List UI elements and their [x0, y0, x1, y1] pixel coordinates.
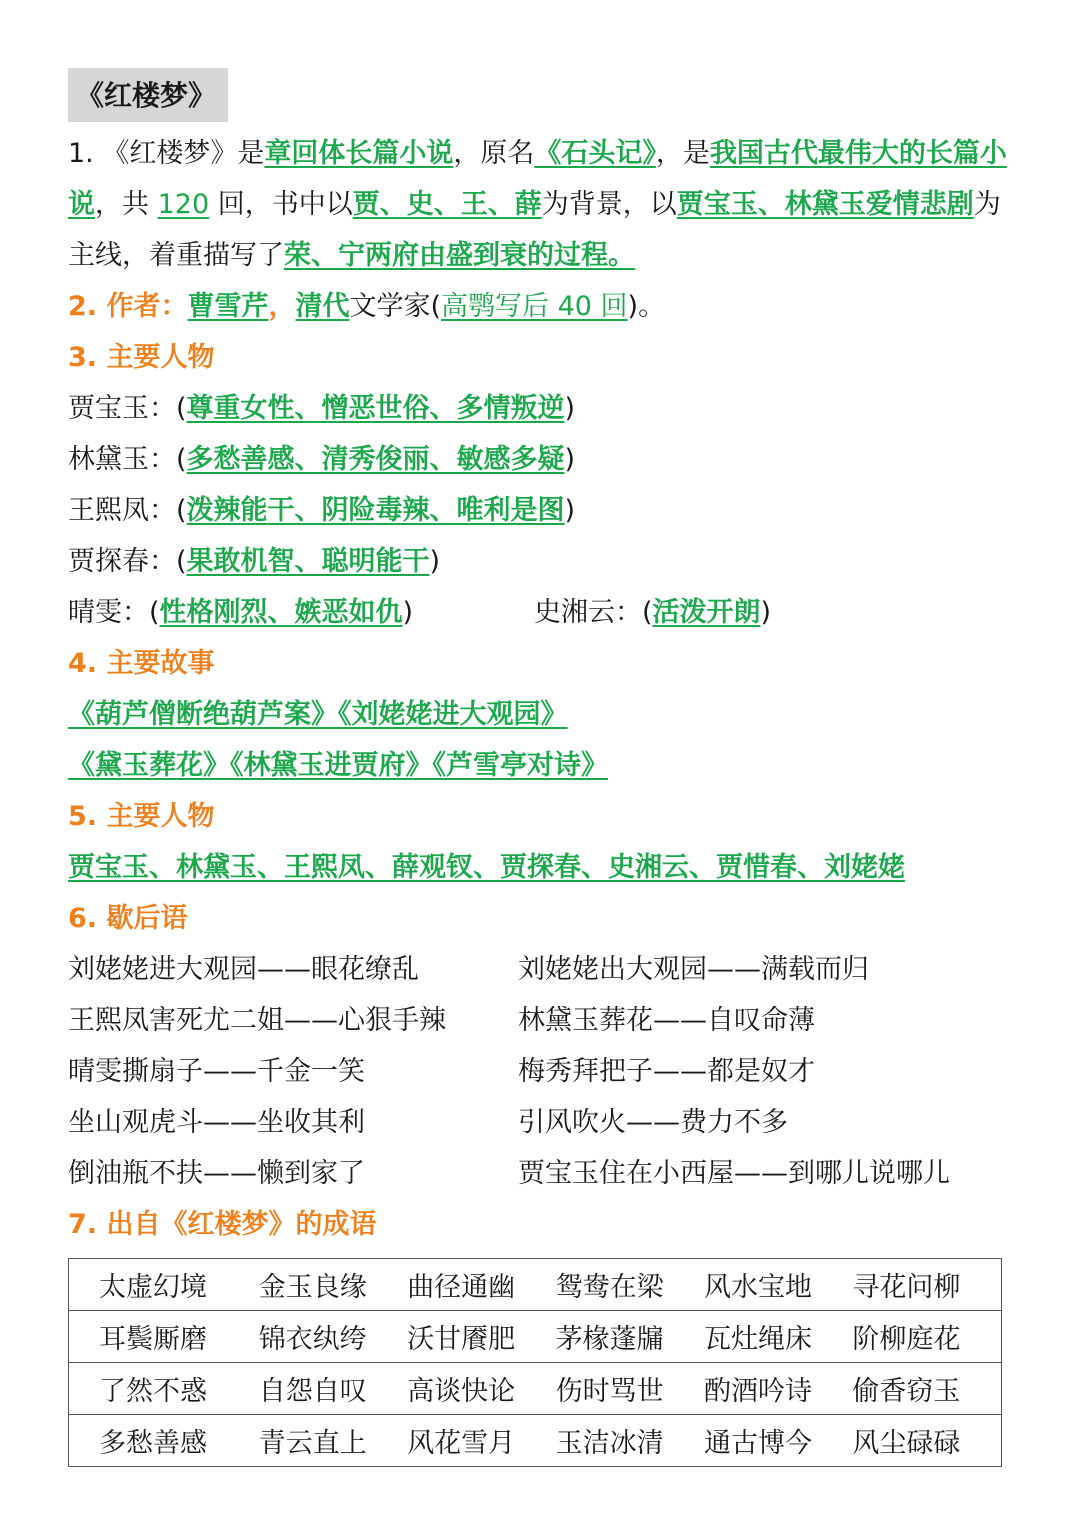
intro-text: ，共: [95, 189, 158, 220]
xiehouyu-item: 贾宝玉住在小西屋——到哪儿说哪儿: [518, 1158, 950, 1189]
paren: ): [429, 546, 441, 577]
idioms-table: [68, 1258, 1002, 1467]
intro-highlight: 章回体长篇小说: [264, 138, 454, 169]
stories-line: 《黛玉葬花》《林黛玉进贾府》《芦雪亭对诗》: [68, 750, 608, 781]
section-heading-stories: 4. 主要故事: [68, 648, 215, 679]
idiom-cell: 锦衣纨绔: [259, 1311, 407, 1363]
author-separator: ，: [268, 291, 296, 322]
intro-highlight: 120: [157, 189, 210, 220]
intro-text: 1. 《红楼梦》是: [68, 138, 265, 169]
intro-text: 为主线，着重描写了: [68, 189, 1001, 271]
character-traits: 果敢机智、聪明能干: [186, 546, 430, 577]
idiom-cell: 自怨自叹: [259, 1363, 407, 1415]
people-list: 贾宝玉、林黛玉、王熙凤、薛观钗、贾探春、史湘云、贾惜春、刘姥姥: [68, 852, 905, 883]
xiehouyu-item: 刘姥姥出大观园——满载而归: [518, 954, 869, 985]
paren: ): [564, 393, 576, 424]
character-traits: 性格刚烈、嫉恶如仇: [159, 597, 403, 628]
intro-highlight: 我国古代最伟大的长篇小说: [68, 138, 1007, 220]
character-name: 史湘云：(: [534, 597, 653, 628]
character-name: 贾宝玉：(: [68, 393, 187, 424]
table-row: [69, 1311, 1002, 1363]
character-traits: 多愁善感、清秀俊丽、敏感多疑: [186, 444, 565, 475]
author-name: 曹雪芹: [187, 291, 269, 322]
character-shixiangyun: [534, 597, 771, 628]
intro-highlight: 贾宝玉、林黛玉爱情悲剧: [676, 189, 974, 220]
character-line: [68, 485, 1008, 536]
idiom-cell: 高谈快论: [407, 1363, 555, 1415]
idiom-cell: 茅椽蓬牖: [556, 1311, 704, 1363]
xiehouyu-item: 刘姥姥进大观园——眼花缭乱: [68, 954, 419, 985]
page-title: 《红楼梦》: [68, 68, 228, 122]
paren: ): [402, 597, 414, 628]
idiom-cell: 曲径通幽: [407, 1259, 555, 1311]
xiehouyu-item: 王熙凤害死尤二姐——心狠手辣: [68, 1005, 446, 1036]
section-heading-characters: 3. 主要人物: [68, 342, 215, 373]
idiom-cell: 通古博今: [704, 1415, 852, 1467]
intro-highlight: 荣、宁两府由盛到衰的过程。: [284, 240, 635, 271]
xiehouyu-item: 倒油瓶不扶——懒到家了: [68, 1158, 365, 1189]
idiom-cell: 沃甘餍肥: [407, 1311, 555, 1363]
character-line: [68, 434, 1008, 485]
paren: ): [564, 495, 576, 526]
idiom-cell: 阶柳庭花: [852, 1311, 1001, 1363]
table-row: [69, 1415, 1002, 1467]
stories-line: 《葫芦僧断绝葫芦案》《刘姥姥进大观园》: [68, 699, 568, 730]
idiom-cell: 风尘碌碌: [852, 1415, 1001, 1467]
idiom-cell: 金玉良缘: [259, 1259, 407, 1311]
xiehouyu-item: 晴雯撕扇子——千金一笑: [68, 1056, 365, 1087]
intro-highlight: 贾、史、王、薛: [352, 189, 542, 220]
idiom-cell: 风水宝地: [704, 1259, 852, 1311]
intro-text: 回，书中以: [209, 189, 353, 220]
section-heading-idioms: 7. 出自《红楼梦》的成语: [68, 1209, 377, 1240]
character-traits: 尊重女性、憎恶世俗、多情叛逆: [186, 393, 565, 424]
xiehouyu-grid: [68, 944, 1008, 1199]
idiom-cell: 了然不惑: [69, 1363, 259, 1415]
idiom-cell: 耳鬓厮磨: [69, 1311, 259, 1363]
idiom-cell: 青云直上: [259, 1415, 407, 1467]
intro-paragraph: [68, 128, 1008, 281]
section-heading-people: 5. 主要人物: [68, 801, 215, 832]
author-text: 文学家(: [349, 291, 441, 322]
table-row: [69, 1363, 1002, 1415]
idiom-cell: 玉洁冰清: [556, 1415, 704, 1467]
author-line: [68, 281, 1008, 332]
section-heading-xiehouyu: 6. 歇后语: [68, 903, 188, 934]
author-dynasty: 清代: [295, 291, 350, 322]
idiom-cell: 偷香窃玉: [852, 1363, 1001, 1415]
idiom-cell: 瓦灶绳床: [704, 1311, 852, 1363]
character-name: 林黛玉：(: [68, 444, 187, 475]
page: [68, 68, 1008, 1467]
intro-text: ，是: [655, 138, 710, 169]
paren: ): [760, 597, 772, 628]
idiom-cell: 酌酒吟诗: [704, 1363, 852, 1415]
intro-highlight: 《石头记》: [534, 138, 656, 169]
idiom-cell: 鸳鸯在梁: [556, 1259, 704, 1311]
idiom-cell: 寻花问柳: [852, 1259, 1001, 1311]
idiom-cell: 伤时骂世: [556, 1363, 704, 1415]
intro-text: ，原名: [453, 138, 535, 169]
character-traits: 泼辣能干、阴险毒辣、唯利是图: [186, 495, 565, 526]
paren: ): [564, 444, 576, 475]
xiehouyu-item: 林黛玉葬花——自叹命薄: [518, 1005, 815, 1036]
xiehouyu-item: 坐山观虎斗——坐收其利: [68, 1107, 365, 1138]
character-qingwen: [68, 587, 534, 638]
character-line: [68, 383, 1008, 434]
character-name: 晴雯：(: [68, 597, 160, 628]
author-note: 高鹗写后 40 回: [441, 291, 628, 322]
xiehouyu-item: 引风吹火——费力不多: [518, 1107, 788, 1138]
xiehouyu-item: 梅秀拜把子——都是奴才: [518, 1056, 815, 1087]
character-name: 王熙凤：(: [68, 495, 187, 526]
table-row: [69, 1259, 1002, 1311]
idiom-cell: 风花雪月: [407, 1415, 555, 1467]
author-label: 2. 作者：: [68, 291, 188, 322]
character-name: 贾探春：(: [68, 546, 187, 577]
intro-text: 为背景，以: [541, 189, 677, 220]
character-line: [68, 536, 1008, 587]
idiom-cell: 多愁善感: [69, 1415, 259, 1467]
character-pair-line: [68, 587, 1008, 638]
character-traits: 活泼开朗: [652, 597, 761, 628]
idiom-cell: 太虚幻境: [69, 1259, 259, 1311]
author-text: )。: [627, 291, 666, 322]
